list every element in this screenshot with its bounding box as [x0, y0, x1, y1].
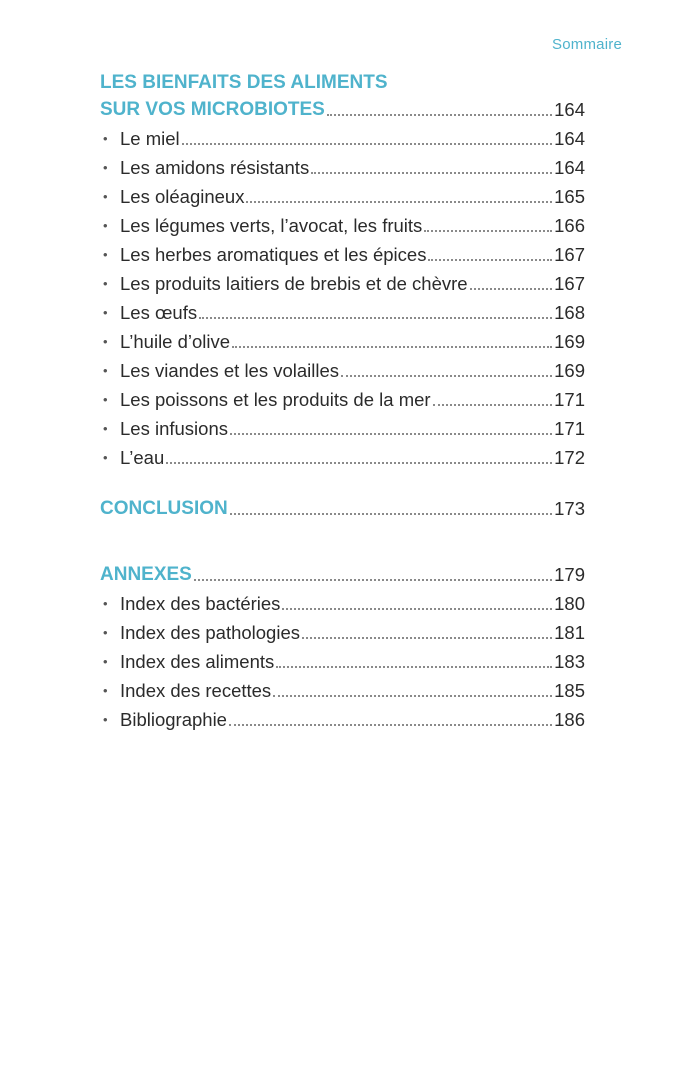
toc-item-label: Les œufs	[120, 302, 198, 323]
toc-item-label: Les produits laitiers de brebis et de chèvre	[120, 273, 468, 294]
toc-item-label: Index des pathologies	[120, 622, 300, 643]
dot-leader	[232, 338, 552, 348]
toc-item-label: Bibliographie	[120, 709, 227, 730]
toc-item[interactable]	[100, 676, 585, 705]
section-title: ANNEXES	[100, 564, 192, 585]
bullet-icon: •	[103, 421, 108, 436]
bullet-icon: •	[103, 334, 108, 349]
dot-leader	[433, 396, 553, 406]
toc-item-label: Les infusions	[120, 418, 228, 439]
bullet-icon: •	[103, 189, 108, 204]
dot-leader	[229, 716, 552, 726]
dot-leader	[182, 135, 552, 145]
page-number: 171	[554, 418, 585, 439]
page-number: 167	[554, 273, 585, 294]
page-number: 186	[554, 709, 585, 730]
toc-item[interactable]	[100, 414, 585, 443]
toc-section-entry[interactable]	[100, 95, 585, 124]
section-title: CONCLUSION	[100, 498, 228, 519]
bullet-icon: •	[103, 683, 108, 698]
page-number: 171	[554, 389, 585, 410]
toc-item[interactable]	[100, 327, 585, 356]
bullet-icon: •	[103, 392, 108, 407]
page-number: 181	[554, 622, 585, 643]
toc-item[interactable]	[100, 618, 585, 647]
toc-item[interactable]	[100, 124, 585, 153]
dot-leader	[470, 280, 553, 290]
toc-item[interactable]	[100, 443, 585, 472]
bullet-icon: •	[103, 450, 108, 465]
page-number: 185	[554, 680, 585, 701]
page-number: 164	[554, 99, 585, 120]
page-number: 180	[554, 593, 585, 614]
dot-leader	[341, 367, 552, 377]
dot-leader	[282, 600, 552, 610]
page-number: 166	[554, 215, 585, 236]
dot-leader	[166, 454, 552, 464]
toc-item[interactable]	[100, 153, 585, 182]
toc-item-label: Index des recettes	[120, 680, 272, 701]
page-number: 183	[554, 651, 585, 672]
dot-leader	[199, 309, 552, 319]
bullet-icon: •	[103, 247, 108, 262]
toc-item[interactable]	[100, 356, 585, 385]
toc-item-label: Les oléagineux	[120, 186, 245, 207]
bullet-icon: •	[103, 363, 108, 378]
page-number: 165	[554, 186, 585, 207]
page-number: 179	[554, 564, 585, 585]
toc-item-label: Les amidons résistants	[120, 157, 310, 178]
toc-item-label: Index des aliments	[120, 651, 275, 672]
toc-item[interactable]	[100, 182, 585, 211]
toc-item-label: Les légumes verts, l’avocat, les fruits	[120, 215, 423, 236]
page-number: 164	[554, 128, 585, 149]
dot-leader	[276, 658, 552, 668]
bullet-icon: •	[103, 131, 108, 146]
bullet-icon: •	[103, 276, 108, 291]
toc-item-label: L’eau	[120, 447, 165, 468]
page-number: 173	[554, 498, 585, 519]
toc-item[interactable]	[100, 705, 585, 734]
toc-item[interactable]	[100, 240, 585, 269]
toc-item-label: Les herbes aromatiques et les épices	[120, 244, 427, 265]
table-of-contents	[100, 70, 585, 734]
dot-leader	[273, 687, 552, 697]
dot-leader	[230, 505, 552, 515]
bullet-icon: •	[103, 305, 108, 320]
page-number: 169	[554, 331, 585, 352]
bullet-icon: •	[103, 218, 108, 233]
page-number: 168	[554, 302, 585, 323]
page-number: 167	[554, 244, 585, 265]
page-number: 169	[554, 360, 585, 381]
toc-item[interactable]	[100, 211, 585, 240]
dot-leader	[311, 164, 552, 174]
section-title-line1: LES BIENFAITS DES ALIMENTS	[100, 72, 388, 93]
dot-leader	[428, 251, 552, 261]
dot-leader	[230, 425, 552, 435]
running-head: Sommaire	[552, 36, 622, 53]
toc-item[interactable]	[100, 385, 585, 414]
bullet-icon: •	[103, 712, 108, 727]
toc-section-entry[interactable]	[100, 560, 585, 589]
toc-item[interactable]	[100, 589, 585, 618]
dot-leader	[424, 222, 552, 232]
toc-item[interactable]	[100, 269, 585, 298]
bullet-icon: •	[103, 625, 108, 640]
toc-item-label: Les viandes et les volailles	[120, 360, 340, 381]
page-number: 164	[554, 157, 585, 178]
section-title-line2: SUR VOS MICROBIOTES	[100, 99, 325, 120]
bullet-icon: •	[103, 596, 108, 611]
toc-item-label: Index des bactéries	[120, 593, 281, 614]
toc-item[interactable]	[100, 298, 585, 327]
toc-section-entry[interactable]	[100, 494, 585, 523]
toc-item-label: L’huile d’olive	[120, 331, 231, 352]
dot-leader	[327, 106, 552, 116]
dot-leader	[194, 571, 552, 581]
dot-leader	[246, 193, 552, 203]
page-number: 172	[554, 447, 585, 468]
toc-item-label: Les poissons et les produits de la mer	[120, 389, 431, 410]
toc-item-label: Le miel	[120, 128, 180, 149]
bullet-icon: •	[103, 160, 108, 175]
bullet-icon: •	[103, 654, 108, 669]
dot-leader	[302, 629, 552, 639]
toc-item[interactable]	[100, 647, 585, 676]
